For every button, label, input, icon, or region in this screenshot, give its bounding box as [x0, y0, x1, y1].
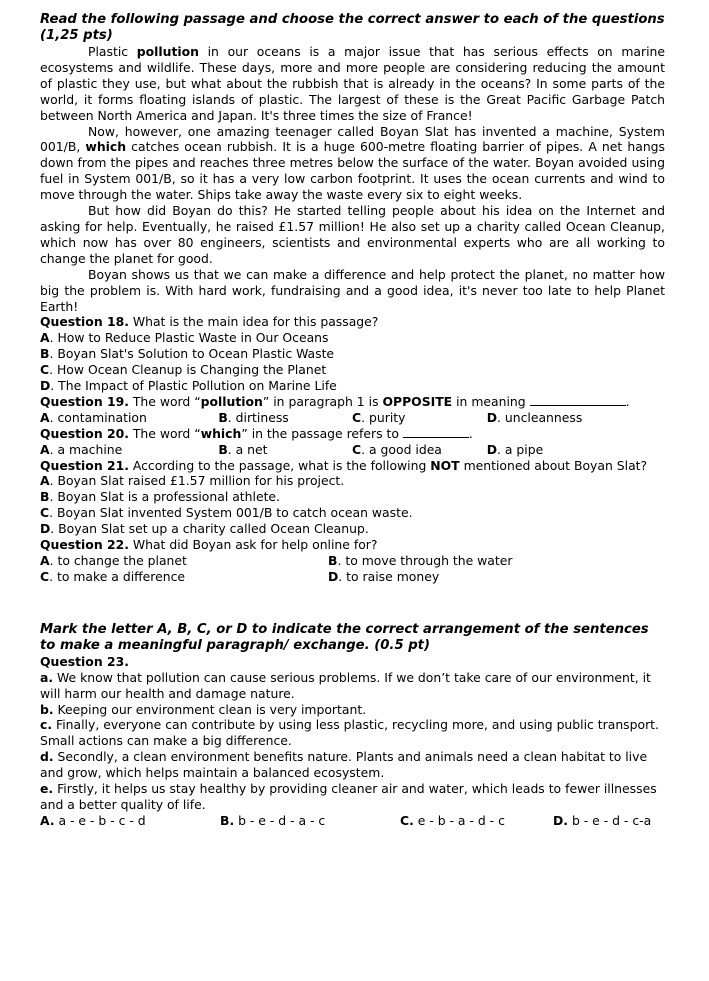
option-letter: C	[352, 441, 362, 457]
option-letter: B	[40, 346, 50, 362]
sentence-text: Finally, everyone can contribute by using less plastic, recycling more, and using public transport. Small actions can make a big difference.	[40, 717, 659, 749]
sentence-d	[40, 749, 665, 781]
answer-blank	[403, 426, 469, 438]
option-a[interactable]	[40, 813, 220, 829]
key-word: which	[200, 425, 242, 441]
option-d[interactable]	[328, 569, 616, 585]
option-letter: B.	[220, 812, 235, 828]
option-d[interactable]	[487, 410, 665, 426]
question-18	[40, 314, 665, 394]
question-label: Question 21.	[40, 457, 129, 473]
option-b[interactable]	[218, 410, 352, 426]
option-letter: D.	[553, 812, 568, 828]
answer-blank	[530, 394, 626, 406]
option-text: . to raise money	[338, 568, 440, 584]
sentence-letter: e.	[40, 781, 54, 797]
option-letter: D	[40, 378, 51, 394]
option-text: . Boyan Slat is a professional athlete.	[49, 489, 280, 505]
sentence-letter: b.	[40, 701, 54, 717]
p1-key-word: pollution	[136, 44, 199, 59]
paragraph-4: Boyan shows us that we can make a difference and help protect the planet, no matter how big the problem is. With hard work, fundraising and a good idea, it's never too late to help Planet Earth!	[40, 266, 665, 314]
question-text: ” in paragraph 1 is	[262, 393, 383, 409]
option-letter: A	[40, 553, 50, 568]
option-text: . a net	[227, 441, 268, 457]
option-letter: A	[40, 441, 50, 457]
option-text: . to make a difference	[49, 568, 186, 584]
option-b[interactable]	[40, 346, 665, 362]
option-text: . The Impact of Plastic Pollution on Marine Life	[50, 378, 337, 394]
option-c[interactable]	[40, 569, 328, 585]
question-label: Question 22.	[40, 537, 129, 553]
option-letter: B	[40, 489, 50, 505]
option-text: b - e - d - a - c	[234, 812, 326, 828]
sentence-text: Keeping our environment clean is very important.	[53, 701, 367, 717]
option-letter: C	[352, 409, 362, 425]
question-end: .	[625, 393, 630, 409]
option-text: . Boyan Slat's Solution to Ocean Plastic Waste	[49, 346, 335, 362]
option-letter: B	[218, 409, 228, 425]
paragraph-2	[40, 124, 665, 204]
option-c[interactable]	[352, 410, 487, 426]
option-letter: A	[40, 409, 50, 425]
sentence-text: Firstly, it helps us stay healthy by providing cleaner air and water, which leads to fewer illnesses and a better quality of life.	[40, 781, 657, 812]
question-20	[40, 426, 665, 458]
option-letter: D	[486, 441, 497, 457]
option-c[interactable]	[40, 505, 665, 521]
question-text: According to the passage, what is the following	[128, 457, 431, 473]
option-letter: A.	[40, 812, 55, 828]
question-label: Question 19.	[40, 393, 129, 409]
sentence-e	[40, 781, 665, 813]
option-text: . a pipe	[497, 441, 544, 457]
question-text: The word “	[128, 425, 201, 441]
p2-text-end: catches ocean rubbish. It is a huge 600-metre floating barrier of pipes. A net hangs down from the pipes and reaches three metres below the surface of the water. Boyan avoided using fuel in System 001/B, so it has a very low carbon footprint. It uses the ocean currents and wind to move through the water. Ships take away the waste every six to eight weeks.	[40, 139, 665, 203]
option-letter: D	[40, 521, 51, 537]
option-a[interactable]	[40, 553, 328, 569]
option-text: . How Ocean Cleanup is Changing the Planet	[49, 362, 327, 378]
option-letter: C	[40, 505, 50, 521]
option-text: b - e - d - c-a	[568, 812, 652, 828]
reading-instructions: Read the following passage and choose the correct answer to each of the questions (1,25 pts)	[40, 12, 665, 43]
option-text: . contamination	[49, 409, 147, 425]
option-letter: A	[40, 330, 50, 346]
question-text: in meaning	[452, 393, 530, 409]
option-b[interactable]	[40, 489, 665, 505]
option-letter: D	[328, 568, 339, 584]
option-letter: C	[40, 568, 50, 584]
option-b[interactable]	[328, 553, 616, 569]
options-row	[40, 553, 665, 569]
question-label: Question 23.	[40, 653, 129, 669]
question-text: The word “	[128, 393, 201, 409]
option-c[interactable]	[40, 362, 665, 378]
paragraph-3: But how did Boyan do this? He started telling people about his idea on the Internet and asking for help. Eventually, he raised £1.57 million! He also set up a charity called Ocean Cleanup, which now has over 80 engineers, scientists and environmental experts who are all working to change the planet for good.	[40, 203, 665, 266]
option-d[interactable]	[553, 813, 665, 829]
question-22	[40, 537, 665, 585]
sentence-a	[40, 670, 665, 702]
option-text: . dirtiness	[227, 409, 289, 425]
option-a[interactable]	[40, 410, 218, 426]
worksheet	[40, 12, 665, 829]
sentence-c	[40, 717, 665, 749]
sentence-text: We know that pollution can cause serious problems. If we don’t take care of our environment, it will harm our health and damage nature.	[40, 669, 651, 701]
option-letter: B	[218, 441, 228, 457]
emphasis-word: OPPOSITE	[382, 393, 453, 409]
option-text: . uncleanness	[497, 409, 583, 425]
question-21	[40, 458, 665, 538]
option-text: . Boyan Slat invented System 001/B to catch ocean waste.	[49, 505, 413, 521]
emphasis-word: NOT	[430, 457, 460, 473]
option-b[interactable]	[218, 442, 352, 458]
option-letter: D	[486, 409, 497, 425]
section-gap	[40, 585, 665, 622]
options-row	[40, 410, 665, 426]
sentence-letter: a.	[40, 669, 54, 685]
option-d[interactable]	[487, 442, 665, 458]
question-text: What is the main idea for this passage?	[128, 314, 379, 330]
option-text: . How to Reduce Plastic Waste in Our Oceans	[49, 330, 329, 346]
option-a[interactable]	[40, 473, 665, 489]
options-row	[40, 569, 665, 585]
p1-text-start: Plastic	[88, 44, 137, 59]
question-text: What did Boyan ask for help online for?	[128, 537, 378, 553]
paragraph-1	[40, 44, 665, 124]
question-text: ” in the passage refers to	[241, 425, 403, 441]
option-letter: C	[40, 362, 50, 378]
option-b[interactable]	[220, 813, 400, 829]
options-row	[40, 813, 665, 829]
option-text: . purity	[361, 409, 406, 425]
option-text: . Boyan Slat set up a charity called Ocean Cleanup.	[50, 521, 369, 537]
p2-key-word: which	[85, 139, 127, 155]
option-a[interactable]	[40, 442, 218, 458]
sentence-b	[40, 702, 665, 718]
question-end: .	[468, 425, 473, 441]
option-text: a - e - b - c - d	[54, 812, 146, 828]
arrangement-instructions: Mark the letter A, B, C, or D to indicate the correct arrangement of the sentences to make a meaningful paragraph/ exchange. (0.5 pt)	[40, 621, 649, 653]
option-text: . a machine	[49, 441, 123, 457]
option-d[interactable]	[40, 378, 665, 394]
option-c[interactable]	[400, 813, 553, 829]
option-letter: B	[328, 553, 338, 568]
option-letter: C.	[400, 812, 414, 828]
option-text: . a good idea	[361, 441, 442, 457]
sentence-text: Secondly, a clean environment benefits nature. Plants and animals need a clean habitat to live and grow, which helps maintain a balanced ecosystem.	[40, 749, 648, 781]
question-text: mentioned about Boyan Slat?	[459, 457, 648, 473]
option-text: . to move through the water	[337, 553, 513, 568]
sentence-letter: d.	[40, 749, 54, 765]
option-text: e - b - a - d - c	[413, 812, 505, 828]
question-23	[40, 654, 665, 829]
key-word: pollution	[200, 393, 263, 409]
option-c[interactable]	[352, 442, 487, 458]
question-19	[40, 394, 665, 426]
option-letter: A	[40, 473, 50, 489]
options-row	[40, 442, 665, 458]
option-text: . Boyan Slat raised £1.57 million for his project.	[49, 473, 345, 489]
option-text: . to change the planet	[49, 553, 187, 568]
option-d[interactable]	[40, 521, 665, 537]
sentence-letter: c.	[40, 717, 53, 733]
question-label: Question 18.	[40, 314, 129, 330]
p2-text-start: Now, however, one amazing teenager called Boyan Slat has invented a machine, System 001/B,	[40, 123, 665, 155]
p1-text-end: in our oceans is a major issue that has serious effects on marine ecosystems and wildlife. These days, more and more people are considering reducing the amount of plastic they use, but what about the rubbish that is already in the oceans? In some parts of the world, it forms floating islands of plastic. The largest of these is the Great Pacific Garbage Patch between North America and Japan. It's three times the size of France!	[40, 44, 666, 123]
option-a[interactable]	[40, 330, 665, 346]
question-label: Question 20.	[40, 425, 129, 441]
